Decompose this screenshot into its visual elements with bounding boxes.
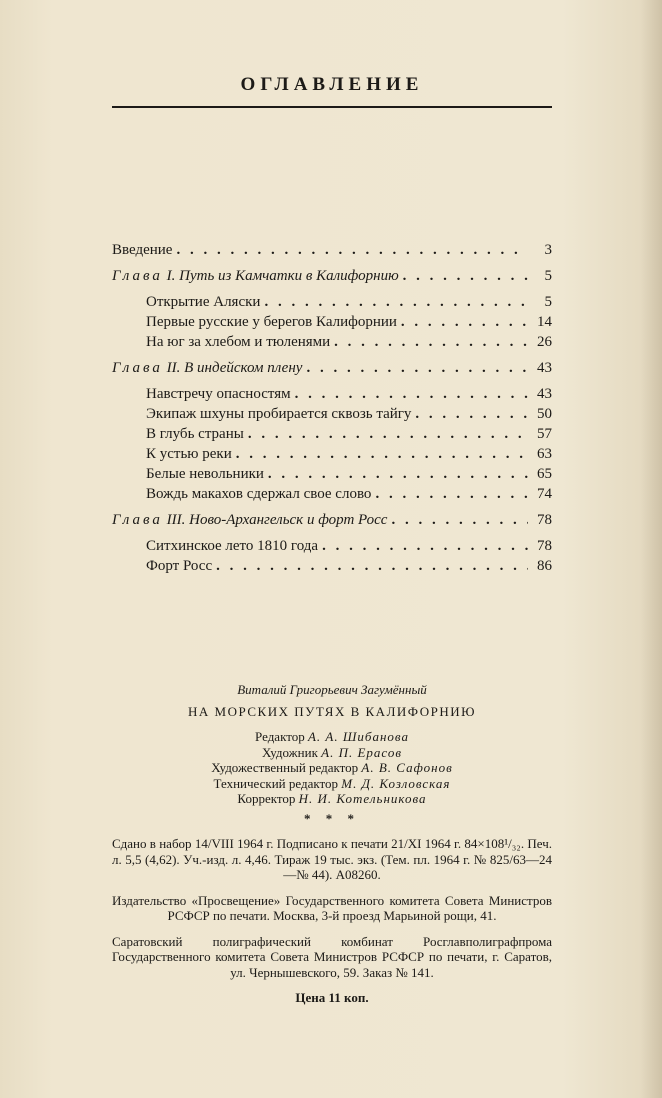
credit-role: Корректор <box>237 791 296 806</box>
imprint-block <box>112 682 552 1006</box>
dot-leader <box>387 512 528 529</box>
credits-list <box>112 729 552 807</box>
printer-info: Саратовский полиграфический комбинат Росглавполиграфпрома Государственного комитета Совета Министров РСФСР по печати, г. Саратов, ул. Чернышевского, 59. Заказ № 141. <box>112 933 552 980</box>
toc-entry <box>112 538 552 558</box>
dot-leader <box>397 314 528 331</box>
toc-page: 65 <box>537 466 552 482</box>
toc-label: Белые невольники <box>146 466 264 482</box>
credit-role: Художник <box>261 744 318 760</box>
toc-label: Открытие Аляски <box>146 294 261 310</box>
toc-label: Ситхинское лето 1810 года <box>146 538 319 554</box>
credit-name: А. В. Сафонов <box>361 760 453 775</box>
toc-entry <box>112 426 552 446</box>
toc-entry <box>112 314 552 334</box>
credit-name: М. Д. Козловская <box>341 775 451 791</box>
dot-leader <box>260 294 528 311</box>
toc-label: На юг за хлебом и тюленями <box>146 334 331 350</box>
dot-leader <box>399 268 528 285</box>
chapter-word: Глава <box>112 512 163 528</box>
toc-entry-introduction <box>112 242 552 262</box>
dot-leader <box>244 426 528 443</box>
toc-label <box>112 512 387 529</box>
toc-label: Первые русские у берегов Калифорнии <box>146 314 397 330</box>
toc-entry <box>112 386 552 406</box>
dot-leader <box>291 386 528 403</box>
dot-leader <box>330 334 528 351</box>
credit-role: Редактор <box>255 729 305 744</box>
toc-page: 5 <box>544 268 552 284</box>
toc-page: 26 <box>537 334 552 350</box>
toc-page: 74 <box>537 486 552 502</box>
toc-entry <box>112 446 552 466</box>
credit-line <box>112 745 552 761</box>
author-name: Виталий Григорьевич Загумённый <box>237 682 427 697</box>
toc-page: 57 <box>537 426 552 442</box>
dot-leader <box>172 242 528 259</box>
toc-chapter-3 <box>112 512 552 532</box>
credit-role: Художественный редактор <box>211 760 359 775</box>
dot-leader <box>411 406 528 423</box>
toc-entry <box>112 486 552 506</box>
toc-chapter-2 <box>112 360 552 380</box>
chapter-title: II. В индейском плену <box>162 360 303 376</box>
price-label: Цена 11 коп. <box>295 990 369 1005</box>
toc-label: К устью реки <box>146 446 232 462</box>
chapter-word: Глава <box>112 268 163 284</box>
dot-leader <box>318 538 528 555</box>
toc-page: 86 <box>537 558 552 574</box>
credit-line <box>112 791 552 807</box>
toc-page: 43 <box>537 386 552 402</box>
toc-label: Форт Росс <box>146 558 213 574</box>
toc-label: Экипаж шхуны пробирается сквозь тайгу <box>146 406 412 422</box>
toc-page: 5 <box>544 294 552 310</box>
dot-leader <box>232 446 528 463</box>
toc-page: 78 <box>537 538 552 554</box>
toc-page: 3 <box>544 242 552 258</box>
print-info: Сдано в набор 14/VIII 1964 г. Подписано к печати 21/XI 1964 г. 84×108¹/₃₂. Печ. л. 5,5 (4,62). Уч.-изд. л. 4,46. Тираж 19 тыс. экз. (Тем. пл. 1964 г. № 825/63—24—№ 44). А08260. <box>112 836 552 882</box>
toc-entry <box>112 558 552 578</box>
book-title: НА МОРСКИХ ПУТЯХ В КАЛИФОРНИЮ <box>188 703 476 719</box>
toc-entry <box>112 406 552 426</box>
toc-label <box>112 268 399 285</box>
dot-leader <box>302 360 528 377</box>
toc-page: 50 <box>537 406 552 422</box>
credit-name: А. П. Ерасов <box>321 744 403 760</box>
credit-line <box>112 776 552 792</box>
dot-leader <box>264 466 528 483</box>
toc-label: Вождь макахов сдержал свое слово <box>146 486 372 502</box>
toc-label: В глубь страны <box>146 426 244 442</box>
table-of-contents <box>112 242 552 578</box>
credit-line <box>112 729 552 745</box>
toc-page: 14 <box>537 314 552 330</box>
dot-leader <box>371 486 528 503</box>
toc-page: 78 <box>537 512 552 528</box>
toc-label <box>112 360 302 377</box>
page-edge-shadow <box>640 0 662 1098</box>
publisher-info: Издательство «Просвещение» Государственного комитета Совета Министров РСФСР по печати. Москва, 3-й проезд Марьиной рощи, 41. <box>112 892 552 923</box>
credit-line <box>112 760 552 776</box>
toc-label: Введение <box>112 242 173 258</box>
credit-name: А. А. Шибанова <box>307 729 409 744</box>
toc-label: Навстречу опасностям <box>146 386 291 402</box>
title-rule <box>112 106 552 108</box>
toc-page: 43 <box>537 360 552 376</box>
toc-chapter-1 <box>112 268 552 288</box>
chapter-title: I. Путь из Камчатки в Калифорнию <box>162 268 399 284</box>
page-title: ОГЛАВЛЕНИЕ <box>240 74 424 95</box>
toc-entry <box>112 294 552 314</box>
credit-name: Н. И. Котельникова <box>298 791 427 806</box>
section-separator: * * * <box>304 810 360 826</box>
toc-entry <box>112 466 552 486</box>
toc-entry <box>112 334 552 354</box>
toc-page: 63 <box>537 446 552 462</box>
chapter-title: III. Ново-Архангельск и форт Росс <box>162 512 388 528</box>
dot-leader <box>212 558 528 575</box>
credit-role: Технический редактор <box>213 775 339 791</box>
chapter-word: Глава <box>112 360 163 376</box>
